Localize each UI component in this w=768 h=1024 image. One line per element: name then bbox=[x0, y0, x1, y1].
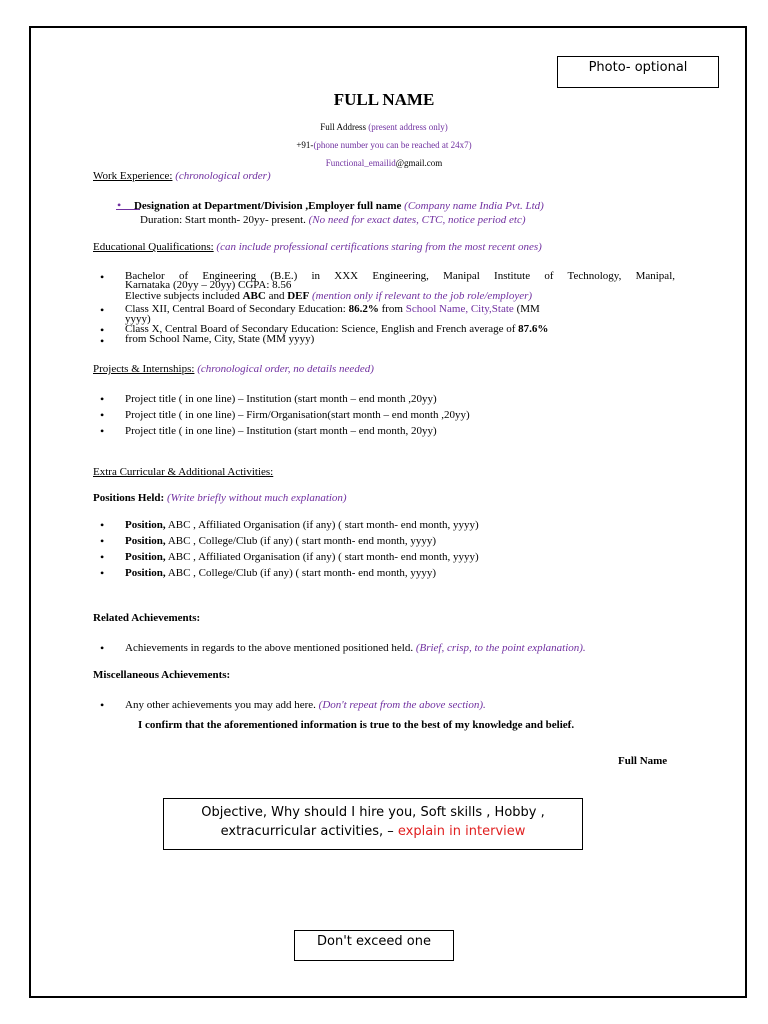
bullet-icon: • bbox=[100, 334, 105, 348]
work-designation-line bbox=[117, 198, 544, 213]
photo-label: Photo- optional bbox=[588, 60, 688, 75]
positions-label: Positions Held: bbox=[93, 492, 165, 504]
address-line bbox=[0, 122, 768, 132]
email-line bbox=[0, 158, 768, 168]
be-line-2: Karnataka (20yy – 20yy) CGPA: 8.56 bbox=[125, 279, 292, 291]
position-word: Position, bbox=[125, 535, 166, 547]
elective-and: and bbox=[268, 290, 285, 302]
address-hint: (present address only) bbox=[368, 122, 448, 132]
position-text: ABC , College/Club (if any) ( start month- end month, yyyy) bbox=[167, 567, 437, 579]
x-line-2: from School Name, City, State (MM yyyy) bbox=[125, 333, 315, 345]
phone-hint: (phone number you can be reached at 24x7) bbox=[313, 140, 472, 150]
elective-hint: (mention only if relevant to the job role/employer) bbox=[311, 290, 533, 302]
objective-line-2 bbox=[164, 822, 582, 841]
projects-hint: (chronological order, no details needed) bbox=[197, 363, 374, 375]
xii-school: School Name, City,State bbox=[405, 303, 514, 315]
page-limit-note-box bbox=[294, 930, 454, 961]
xii-percentage: 86.2% bbox=[348, 303, 379, 315]
education-hint: (can include professional certifications staring from the most recent ones) bbox=[216, 241, 542, 253]
misc-list bbox=[100, 697, 675, 713]
address-label: Full Address bbox=[320, 122, 367, 132]
limit-note: Don't exceed one bbox=[317, 934, 431, 949]
position-text: ABC , College/Club (if any) ( start month- end month, yyyy) bbox=[167, 535, 437, 547]
elective-prefix: Elective subjects included bbox=[125, 290, 240, 302]
xii-mm: (MM bbox=[516, 303, 540, 315]
bullet-icon: • bbox=[100, 323, 105, 337]
education-heading: Educational Qualifications: bbox=[93, 241, 214, 253]
positions-hint: (Write briefly without much explanation) bbox=[166, 492, 347, 504]
work-heading: Work Experience: bbox=[93, 170, 173, 182]
bullet-icon: • bbox=[100, 270, 105, 284]
positions-list bbox=[100, 517, 675, 581]
list-item bbox=[100, 565, 675, 581]
list-item bbox=[100, 533, 675, 549]
projects-list bbox=[100, 391, 675, 439]
objective-line-2-red: explain in interview bbox=[397, 824, 526, 839]
xii-from: from bbox=[381, 303, 403, 315]
position-word: Position, bbox=[125, 519, 166, 531]
work-duration-hint: (No need for exact dates, CTC, notice period etc) bbox=[308, 214, 526, 226]
elective-abc: ABC bbox=[242, 290, 266, 302]
work-duration-line bbox=[140, 214, 526, 226]
list-item: • Project title ( in one line) – Institution (start month – end month, 20yy) bbox=[100, 423, 675, 439]
projects-heading: Projects & Internships: bbox=[93, 363, 195, 375]
xii-line-2: yyyy) bbox=[125, 313, 151, 325]
elective-line bbox=[125, 290, 532, 303]
xii-line-1 bbox=[125, 303, 675, 316]
work-designation: Designation at Department/Division ,Employer full name bbox=[133, 200, 402, 212]
email-user: Functional_emailid bbox=[325, 158, 396, 168]
misc-heading: Miscellaneous Achievements: bbox=[93, 669, 231, 681]
list-item bbox=[100, 697, 675, 713]
x-percentage: 87.6% bbox=[518, 323, 549, 335]
position-text: ABC , Affiliated Organisation (if any) ( start month- end month, yyyy) bbox=[167, 551, 479, 563]
full-name-heading: FULL NAME bbox=[333, 90, 435, 109]
list-item: • Project title ( in one line) – Institution (start month – end month ,20yy) bbox=[100, 391, 675, 407]
bullet-icon: • bbox=[117, 198, 122, 212]
list-item bbox=[100, 517, 675, 533]
email-domain: @gmail.com bbox=[395, 158, 443, 168]
objective-note-box bbox=[163, 798, 583, 850]
misc-item: Any other achievements you may add here. bbox=[125, 699, 316, 711]
position-text: ABC , Affiliated Organisation (if any) ( start month- end month, yyyy) bbox=[167, 519, 479, 531]
x-prefix: Class X, Central Board of Secondary Education: Science, English and French average of bbox=[125, 323, 516, 335]
designation-underline bbox=[116, 209, 140, 210]
xii-prefix: Class XII, Central Board of Secondary Education: bbox=[125, 303, 346, 315]
misc-hint: (Don't repeat from the above section). bbox=[318, 699, 486, 711]
list-item bbox=[100, 640, 675, 656]
work-heading-line bbox=[93, 170, 271, 182]
work-duration: Duration: Start month- 20yy- present. bbox=[140, 214, 306, 226]
related-list bbox=[100, 640, 675, 656]
bullet-icon: • bbox=[100, 303, 105, 317]
related-item: Achievements in regards to the above mentioned positioned held. bbox=[125, 642, 414, 654]
position-word: Position, bbox=[125, 567, 166, 579]
phone-prefix: +91- bbox=[296, 140, 314, 150]
elective-def: DEF bbox=[287, 290, 310, 302]
education-heading-line bbox=[93, 241, 542, 253]
extra-heading-line bbox=[93, 466, 273, 478]
work-company-hint: (Company name India Pvt. Ltd) bbox=[404, 200, 544, 212]
objective-line-2-text: extracurricular activities, – bbox=[220, 824, 398, 839]
signature-name: Full Name bbox=[618, 755, 668, 767]
list-item bbox=[100, 549, 675, 565]
projects-heading-line bbox=[93, 363, 374, 375]
positions-heading-line bbox=[93, 492, 347, 504]
work-hint: (chronological order) bbox=[175, 170, 271, 182]
related-hint: (Brief, crisp, to the point explanation). bbox=[415, 642, 586, 654]
objective-line-1: Objective, Why should I hire you, Soft skills , Hobby , bbox=[201, 805, 545, 820]
phone-line bbox=[0, 140, 768, 150]
be-line-1: Bachelor of Engineering (B.E.) in XXX Engineering, Manipal Institute of Technology, Manipal, bbox=[125, 270, 675, 282]
extra-heading: Extra Curricular & Additional Activities: bbox=[93, 466, 274, 478]
declaration: I confirm that the aforementioned information is true to the best of my knowledge and belief. bbox=[138, 719, 575, 731]
photo-placeholder bbox=[557, 56, 719, 88]
related-heading: Related Achievements: bbox=[93, 612, 201, 624]
list-item: • Project title ( in one line) – Firm/Organisation(start month – end month ,20yy) bbox=[100, 407, 675, 423]
position-word: Position, bbox=[125, 551, 166, 563]
